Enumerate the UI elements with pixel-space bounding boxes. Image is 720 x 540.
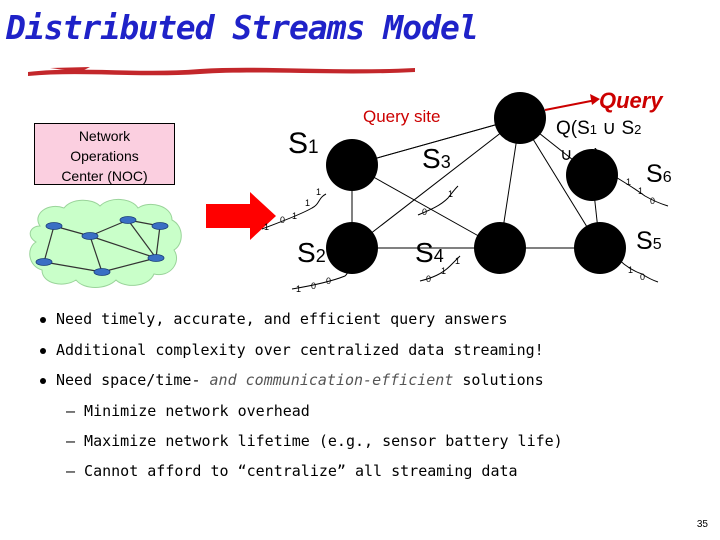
- node-s2: [326, 222, 378, 274]
- stream-bit: 1: [264, 222, 270, 232]
- node-label-s2: S2: [297, 237, 326, 268]
- stream-bit: 0: [326, 276, 332, 286]
- node-label-s5: S5: [636, 227, 662, 255]
- noc-label-line1: Network: [78, 128, 131, 144]
- stream-bit: 1: [626, 177, 632, 187]
- node-s5: [574, 222, 626, 274]
- sub-bullet-item: – Maximize network lifetime (e.g., sensor battery life): [66, 432, 563, 450]
- stream-bit: 0: [422, 207, 428, 217]
- stream-bit: 1: [638, 186, 644, 196]
- stream-bit: 0: [311, 281, 317, 291]
- sub-bullet-item: – Minimize network overhead: [66, 402, 310, 420]
- stream-bit: 1: [341, 257, 347, 267]
- slide-title: Distributed Streams Model: [6, 8, 478, 47]
- query-expression-line2: ∪ …): [560, 145, 600, 164]
- stream-bit: 0: [640, 272, 646, 282]
- node-label-s1: S1: [288, 127, 319, 160]
- stream-bit: 0: [650, 196, 656, 206]
- bullet-dot-icon: [40, 378, 46, 384]
- bullet-item: Need space/time- and communication-efficient solutions: [40, 371, 544, 389]
- stream-bit: 1: [296, 284, 302, 294]
- sub-bullet-item: – Cannot afford to “centralize” all streaming data: [66, 462, 518, 480]
- stream-bit: 1: [292, 211, 298, 221]
- bullet-dot-icon: [40, 317, 46, 323]
- query-expression: Q(S1 ∪ S2: [556, 118, 642, 139]
- bullet-dot-icon: [40, 348, 46, 354]
- stream-bit: 1: [441, 266, 447, 276]
- query-pointer-line: [545, 100, 596, 110]
- noc-label-line3: Center (NOC): [61, 168, 148, 184]
- node-query-site: [494, 92, 546, 144]
- query-site-label: Query site: [363, 107, 441, 126]
- node-label-s6: S6: [646, 160, 672, 188]
- stream-bit: 1: [305, 198, 311, 208]
- stream-bit: 0: [280, 215, 286, 225]
- query-label: Query: [599, 88, 663, 113]
- stream-bit: 1: [316, 187, 322, 197]
- node-label-s4: S4: [415, 237, 444, 268]
- stream-bit: 1: [455, 256, 461, 266]
- node-s1: [326, 139, 378, 191]
- bullet-item: Need timely, accurate, and efficient query answers: [40, 310, 508, 328]
- node-label-s3: S3: [422, 143, 451, 174]
- noc-label-line2: Operations: [70, 148, 139, 164]
- stream-bit: 0: [426, 274, 432, 284]
- stream-bit: 1: [628, 265, 634, 275]
- stream-bit: 1: [617, 253, 623, 263]
- stream-bit: 1: [448, 189, 454, 199]
- bullet-item: Additional complexity over centralized data streaming!: [40, 341, 544, 359]
- page-number: 35: [696, 519, 708, 530]
- node-s4: [474, 222, 526, 274]
